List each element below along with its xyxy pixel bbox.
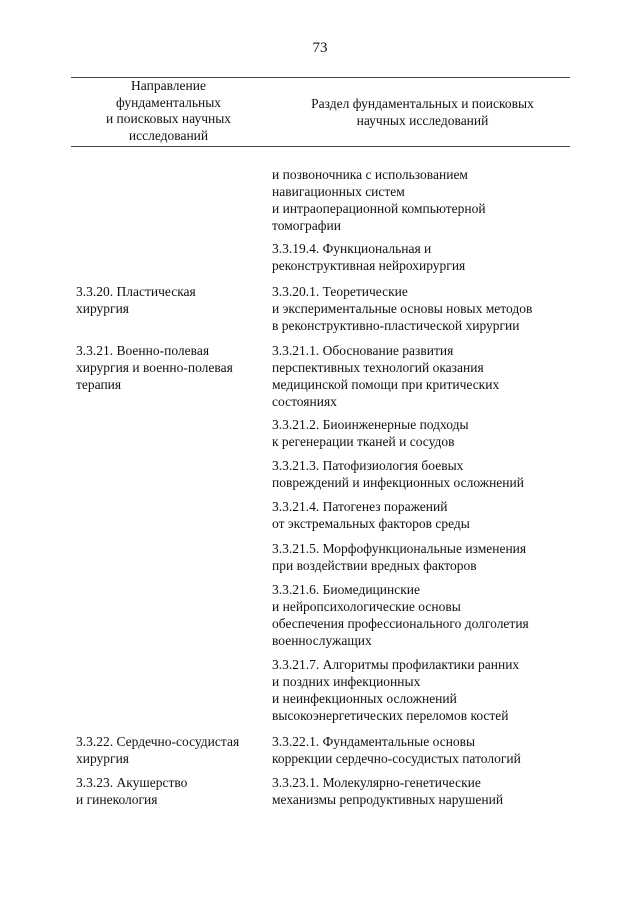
table-cell-section: 3.3.21.6. Биомедицинские и нейропсихологические основы обеспечения профессионального долголетия военнослужащих [272,582,529,648]
table-cell-section: 3.3.23.1. Молекулярно-генетические механизмы репродуктивных нарушений [272,775,504,807]
column-header-section: Раздел фундаментальных и поисковых научных исследований [311,96,534,128]
table-header-rule [71,146,570,147]
table-cell-direction: 3.3.22. Сердечно-сосудистая хирургия [76,734,240,766]
table-cell-section: 3.3.21.3. Патофизиология боевых повреждений и инфекционных осложнений [272,458,524,490]
table-cell-section: 3.3.21.7. Алгоритмы профилактики ранних и поздних инфекционных и неинфекционных осложнений высокоэнергетических переломов костей [272,657,520,723]
table-cell-section: 3.3.21.2. Биоинженерные подходы к регенерации тканей и сосудов [272,417,469,449]
table-cell-section: и позвоночника с использованием навигационных систем и интраоперационной компьютерной томографии [272,167,486,233]
table-cell-section: 3.3.21.4. Патогенез поражений от экстремальных факторов среды [272,499,470,531]
table-cell-direction: 3.3.21. Военно-полевая хирургия и военно-полевая терапия [76,343,233,392]
table-cell-section: 3.3.19.4. Функциональная и реконструктивная нейрохирургия [272,241,466,273]
page-number: 73 [312,40,328,56]
table-cell-section: 3.3.20.1. Теоретические и экспериментальные основы новых методов в реконструктивно-пластической хирургии [272,284,533,333]
column-header-direction: Направление фундаментальных и поисковых научных исследований [105,78,232,143]
table-cell-direction: 3.3.20. Пластическая хирургия [76,284,196,316]
table-cell-section: 3.3.21.1. Обоснование развития перспективных технологий оказания медицинской помощи при критических состояниях [272,343,500,409]
table-cell-section: 3.3.22.1. Фундаментальные основы коррекции сердечно-сосудистых патологий [272,734,521,766]
table-cell-direction: 3.3.23. Акушерство и гинекология [76,775,188,807]
table-cell-section: 3.3.21.5. Морфофункциональные изменения при воздействии вредных факторов [272,541,527,573]
